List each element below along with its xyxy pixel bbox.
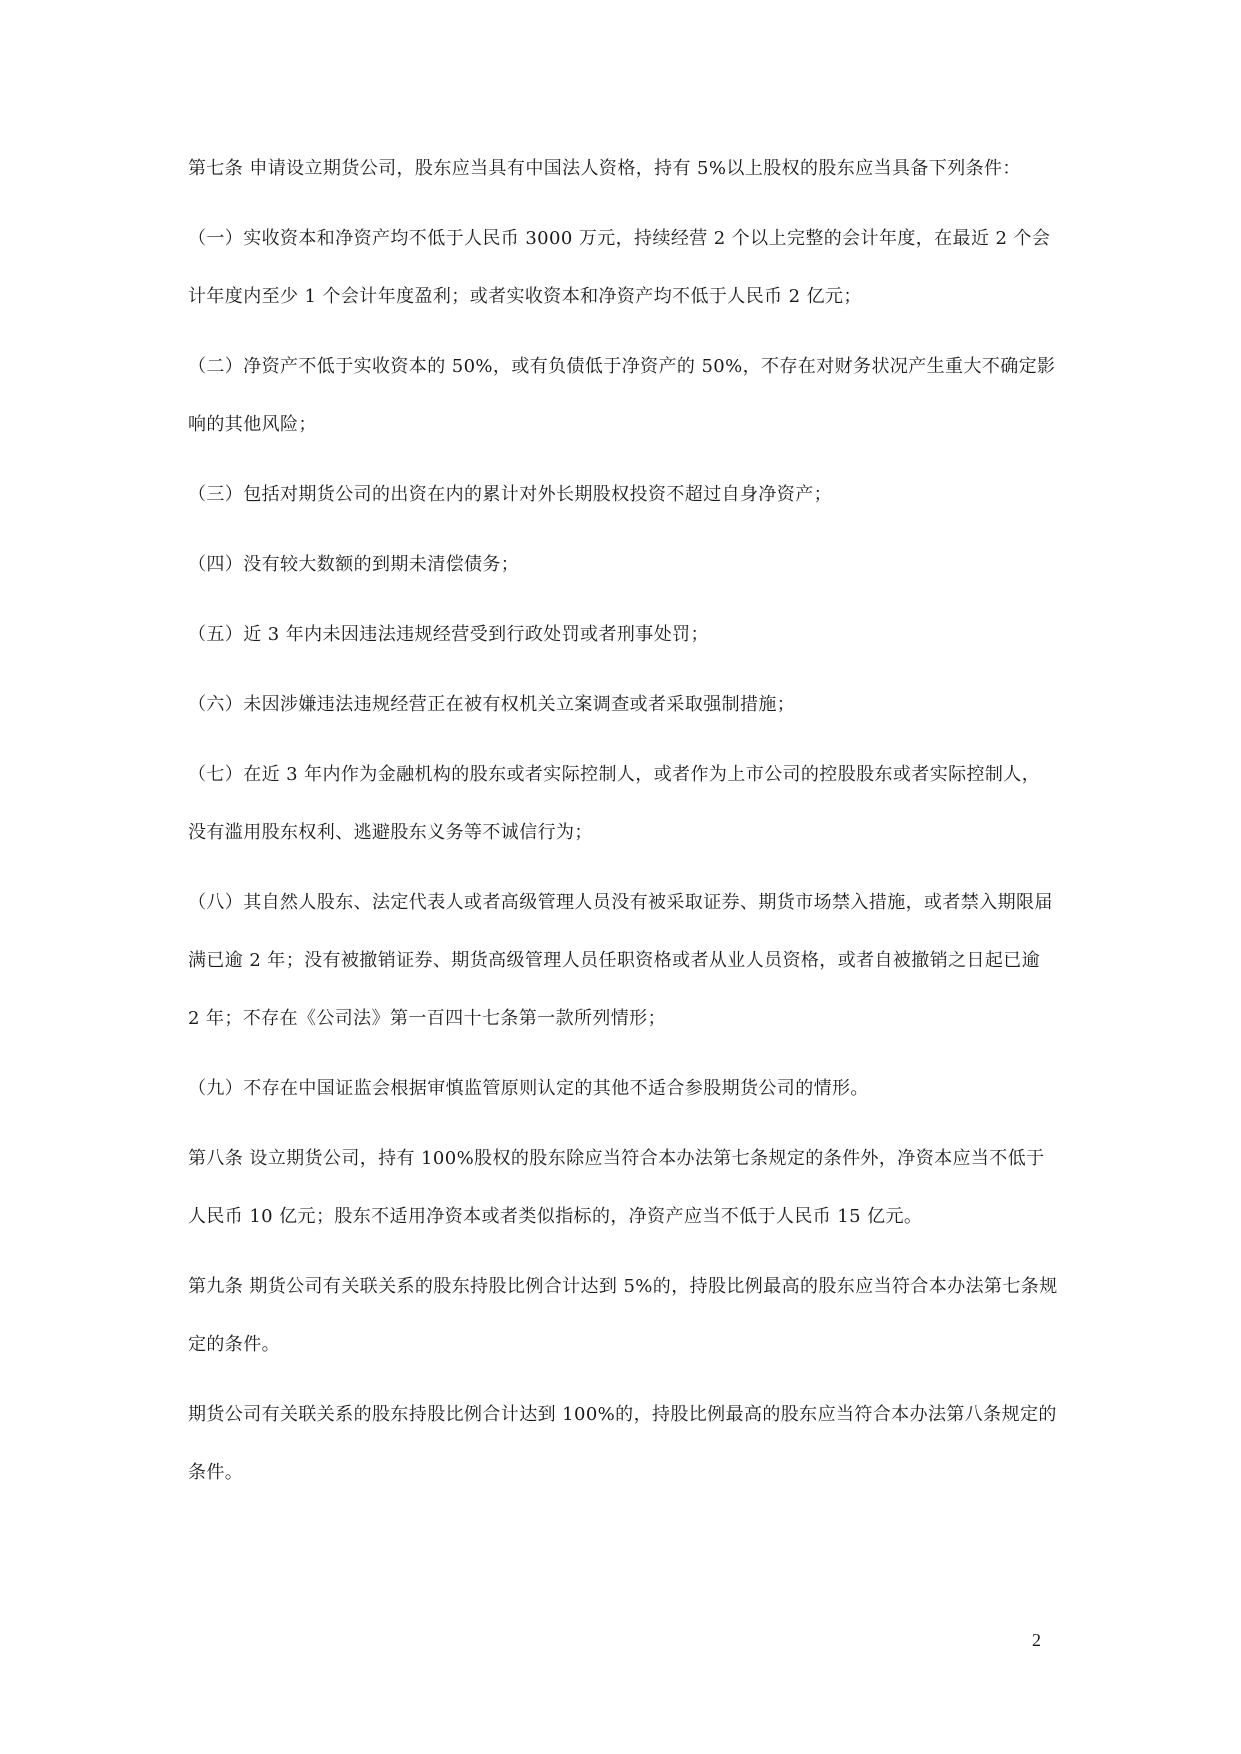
article-7-item-4: （四）没有较大数额的到期未清偿债务； bbox=[188, 554, 520, 575]
article-7-item-1: （一）实收资本和净资产均不低于人民币 3000 万元，持续经营 2 个以上完整的会计年度，在最近 2 个会计年度内至少 1 个会计年度盈利；或者实收资本和净资产均不低于人民币 2 亿元； bbox=[188, 228, 1051, 307]
article-7-heading: 第七条 申请设立期货公司，股东应当具有中国法人资格，持有 5%以上股权的股东应当具备下列条件： bbox=[188, 158, 1021, 179]
article-9-paragraph-2: 期货公司有关联关系的股东持股比例合计达到 100%的，持股比例最高的股东应当符合本办法第八条规定的条件。 bbox=[188, 1404, 1057, 1483]
article-7-item-5: （五）近 3 年内未因违法违规经营受到行政处罚或者刑事处罚； bbox=[188, 624, 709, 645]
article-7-item-2: （二）净资产不低于实收资本的 50%，或有负债低于净资产的 50%，不存在对财务状况产生重大不确定影响的其他风险； bbox=[188, 356, 1056, 435]
page-number: 2 bbox=[1032, 1630, 1041, 1650]
article-7-item-8: （八）其自然人股东、法定代表人或者高级管理人员没有被采取证券、期货市场禁入措施，或者禁入期限届满已逾 2 年；没有被撤销证券、期货高级管理人员任职资格或者从业人员资格，或者自被撤销之日起已逾 2 年；不存在《公司法》第一百四十七条第一款所列情形； bbox=[188, 892, 1053, 1029]
article-7-item-3: （三）包括对期货公司的出资在内的累计对外长期股权投资不超过自身净资产； bbox=[188, 484, 832, 505]
document-body bbox=[188, 140, 1058, 1502]
article-8: 第八条 设立期货公司，持有 100%股权的股东除应当符合本办法第七条规定的条件外，净资本应当不低于人民币 10 亿元；股东不适用净资本或者类似指标的，净资产应当不低于人民币 15 亿元。 bbox=[188, 1148, 1045, 1227]
article-7-item-9: （九）不存在中国证监会根据审慎监管原则认定的其他不适合参股期货公司的情形。 bbox=[188, 1078, 869, 1099]
article-7-item-7: （七）在近 3 年内作为金融机构的股东或者实际控制人，或者作为上市公司的控股股东或者实际控制人，没有滥用股东权利、逃避股东义务等不诚信行为； bbox=[188, 764, 1041, 843]
article-7-item-6: （六）未因涉嫌违法违规经营正在被有权机关立案调查或者采取强制措施； bbox=[188, 694, 796, 715]
article-9: 第九条 期货公司有关联关系的股东持股比例合计达到 5%的，持股比例最高的股东应当符合本办法第七条规定的条件。 bbox=[188, 1276, 1058, 1355]
